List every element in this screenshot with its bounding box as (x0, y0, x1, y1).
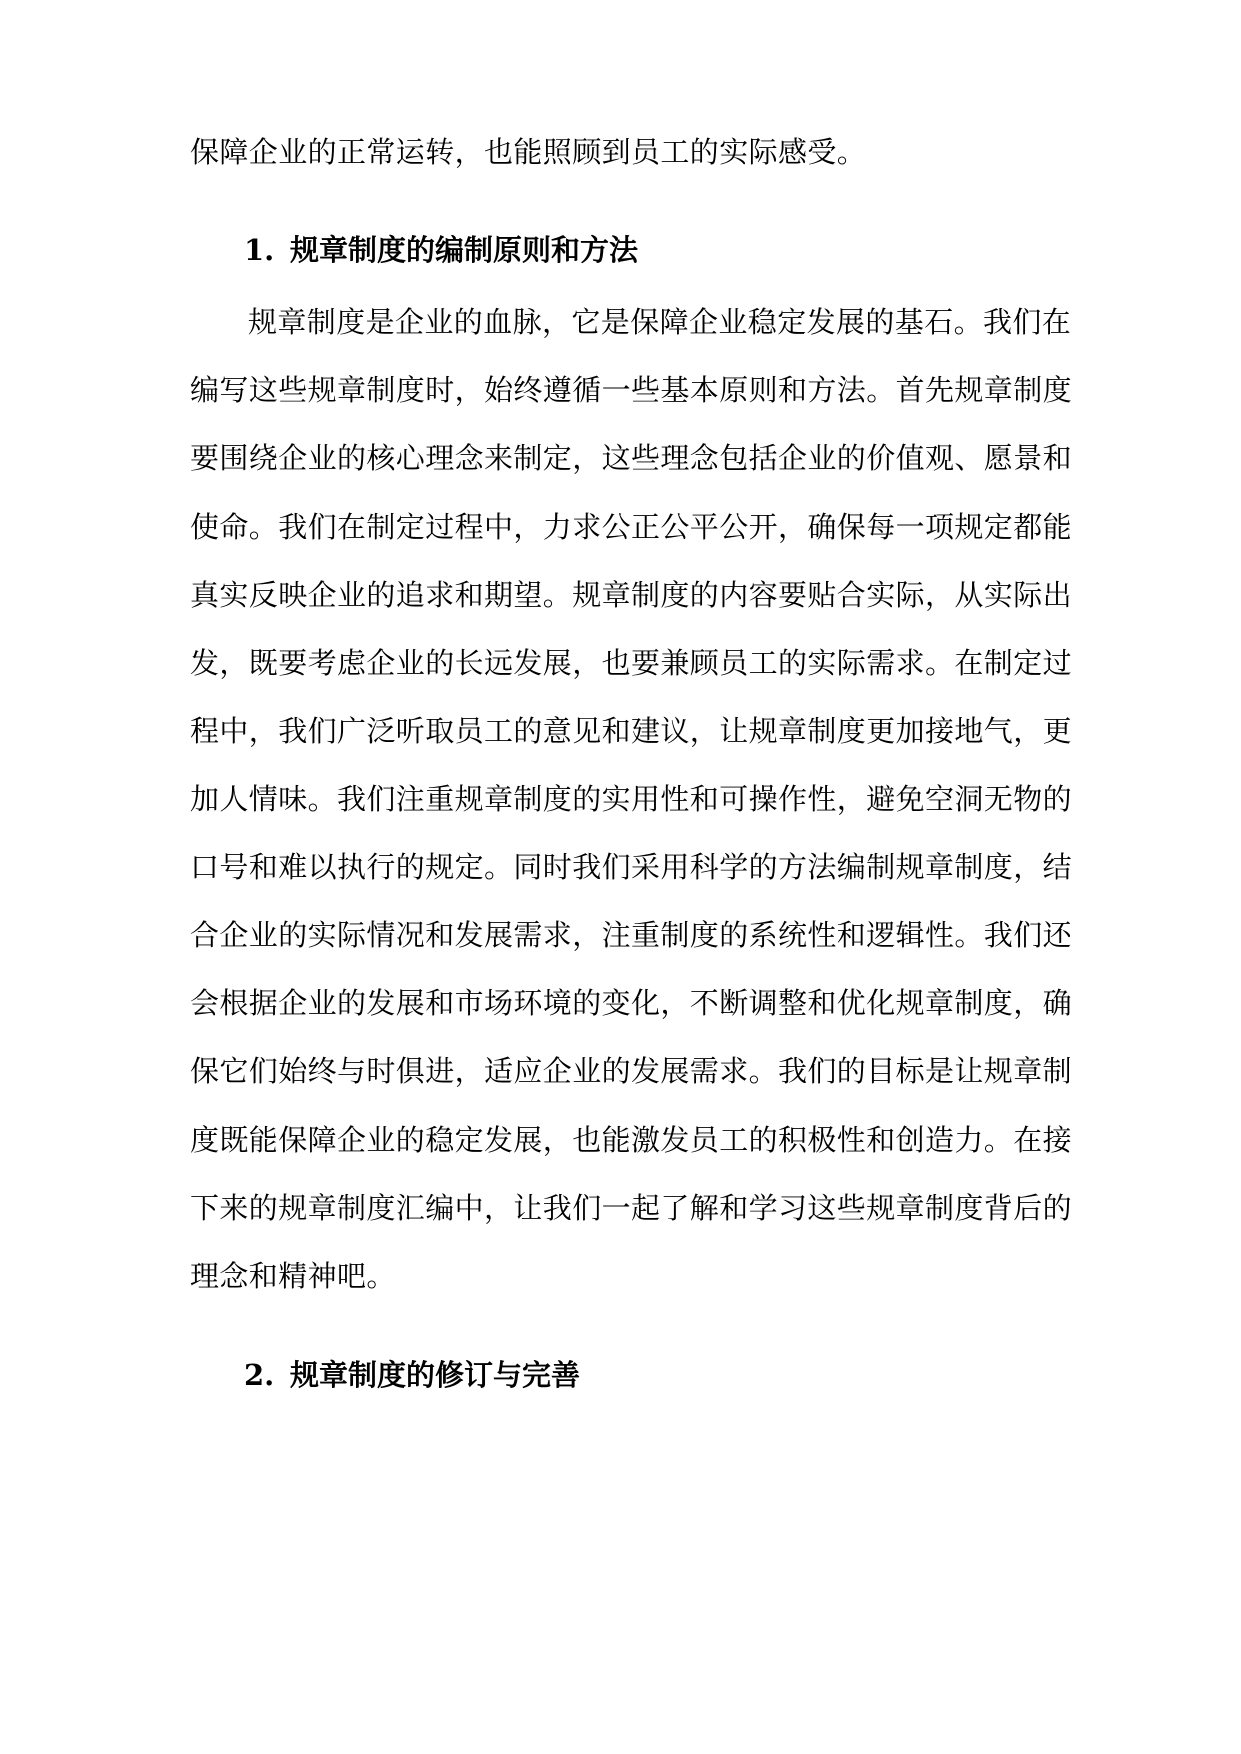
paragraph-line: 度既能保障企业的稳定发展，也能激发员工的积极性和创造力。在接 (190, 1123, 1073, 1157)
paragraph-line: 合企业的实际情况和发展需求，注重制度的系统性和逻辑性。我们还 (190, 918, 1073, 952)
paragraph-last-line: 理念和精神吧。 (190, 1259, 396, 1293)
paragraph-line: 发，既要考虑企业的长远发展，也要兼顾员工的实际需求。在制定过 (190, 646, 1073, 680)
paragraph-line: 要围绕企业的核心理念来制定，这些理念包括企业的价值观、愿景和 (190, 441, 1073, 475)
paragraph-line: 编写这些规章制度时，始终遵循一些基本原则和方法。首先规章制度 (190, 373, 1073, 407)
paragraph-line: 程中，我们广泛听取员工的意见和建议，让规章制度更加接地气，更 (190, 714, 1073, 748)
paragraph-line: 下来的规章制度汇编中，让我们一起了解和学习这些规章制度背后的 (190, 1191, 1073, 1225)
paragraph-line: 真实反映企业的追求和期望。规章制度的内容要贴合实际，从实际出 (190, 578, 1073, 612)
section-heading-1-title: 规章制度的编制原则和方法 (290, 233, 639, 267)
section-heading-2 (244, 1355, 580, 1395)
paragraph-line: 口号和难以执行的规定。同时我们采用科学的方法编制规章制度，结 (190, 850, 1073, 884)
section-heading-1-number: 1. (244, 233, 275, 267)
paragraph-line: 使命。我们在制定过程中，力求公正公平公开，确保每一项规定都能 (190, 510, 1073, 544)
paragraph-line: 保它们始终与时俱进，适应企业的发展需求。我们的目标是让规章制 (190, 1054, 1073, 1088)
paragraph-continuation-line: 保障企业的正常运转，也能照顾到员工的实际感受。 (190, 135, 867, 169)
paragraph-line: 规章制度是企业的血脉，它是保障企业稳定发展的基石。我们在 (248, 305, 1072, 339)
section-heading-2-title: 规章制度的修订与完善 (290, 1358, 581, 1392)
section-heading-2-number: 2. (244, 1358, 275, 1392)
paragraph-line: 会根据企业的发展和市场环境的变化，不断调整和优化规章制度，确 (190, 986, 1073, 1020)
paragraph-line: 加人情味。我们注重规章制度的实用性和可操作性，避免空洞无物的 (190, 782, 1073, 816)
section-heading-1 (244, 230, 638, 270)
